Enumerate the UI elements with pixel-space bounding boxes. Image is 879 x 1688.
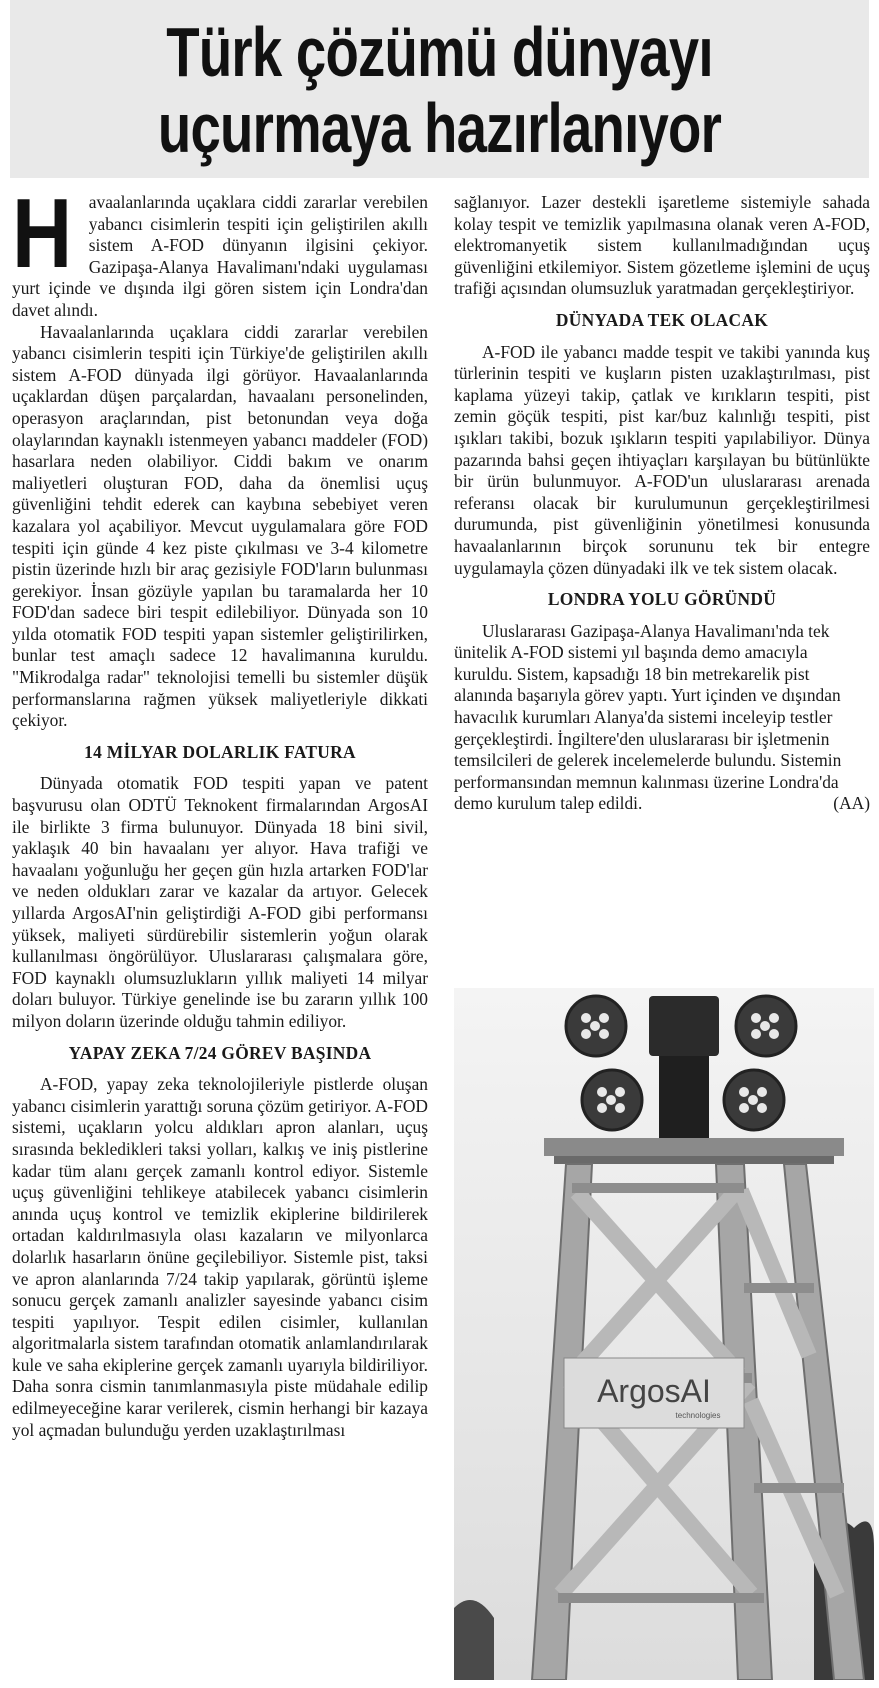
subhead-fatura: 14 MİLYAR DOLARLIK FATURA xyxy=(84,741,356,762)
subhead-londra: LONDRA YOLU GÖRÜNDÜ xyxy=(547,589,777,610)
drop-cap: H xyxy=(12,178,73,288)
article-column-right xyxy=(454,192,870,815)
paragraph-5 xyxy=(454,621,870,815)
paragraph-3: A-FOD, yapay zeka teknolojileriyle pistlerde oluşan yabancı cisimlerin yarattığı soruna çözüm getiriyor. A-FOD sistemi, uçakların yolcu aldıkları apron alanları, uçuş sırasında bekledikleri taksi yolları, kalkış ve iniş pistlerine kadar tüm alanı gerçek zamanlı kontrol ediyor. Sistemle uçuş güvenliğini tehlikeye atabilecek yabancı cisimlerin anında uçuş kontrol ve temizlik ekiplerine bildirilerek ortadan kaldırılmasıyla olası kazaların ve milyonlarca dolarlık hasarların önüne geçilebiliyor. Sistemle pist, taksi ve apron alanlarında 7/24 takip yapılarak, görüntü işleme sonucu gerçek zamanlı analizler sayesinde yabancı cisim tespiti yapılıyor. Tespit edilen cisimler, kullanılan algoritmalarla sistem tarafından otomatik anlamlandırılarak kule ve saha ekiplerine gerçek zamanlı uyarıyla bildiriliyor. Daha sonra cismin tanımlanmasıyla piste müdahale edilip edilmeyeceğine karar verilerek, cismin herhangi bir kazaya yol açmadan bulunduğu yerden uzaklaştırılması xyxy=(12,1074,428,1440)
headline xyxy=(104,0,774,166)
paragraph-3-continued: sağlanıyor. Lazer destekli işaretleme sistemiyle sahada kolay tespit ve temizlik yapılmasına olanak veren A-FOD, elektromanyetik sistem kullanılmadığından uçuş güvenliğini etkilemiyor. Sistem gözetleme işlemini de uçuş trafiği açısından olumsuzluk yaratmadan gerçekleştiriyor. xyxy=(454,192,870,299)
argosai-logo: ArgosAI xyxy=(597,1373,711,1409)
lead-paragraph xyxy=(12,178,428,322)
tower-photo xyxy=(454,988,874,1680)
paragraph-2: Dünyada otomatik FOD tespiti yapan ve patent başvurusu olan ODTÜ Teknokent firmalarından ArgosAI ile birlikte 3 firma bulunuyor. Dünyada 18 bini sivil, yaklaşık 40 bin havaalanı yer alıyor. Hava trafiği ve havaalanı yoğunluğu her geçen gün hızla artarken FOD'lar ve neden oldukları zarar ve kazalar da artıyor. Gelecek yıllarda ArgosAI'nin geliştirdiği A-FOD gibi performansı yüksek, maliyeti sürdürebilir sistemlerin yoğun olarak kullanılması öngörülüyor. Uluslararası çalışmalara göre, FOD kaynaklı olumsuzlukların yıllık maliyeti 14 milyar doları buluyor. Türkiye genelinde ise bu zararın yıllık 100 milyon doların üzerinde olduğu tahmin ediliyor. xyxy=(12,773,428,1031)
paragraph-4: A-FOD ile yabancı madde tespit ve takibi yanında kuş türlerinin tespiti ve kuşların pisten uzaklaştırılması, pist kaplama yüzeyi takip, çatlak ve kırıkların tespiti, pist zemin göçük tespiti, pist kar/buz kalınlığı tespiti, pist ışıkları takibi, bozuk ışıkların tespiti yapılabiliyor. Dünya pazarında bahsi geçen ihtiyaçları karşılayan bu bütünlükte bir ürün bulunmuyor. A-FOD'un uluslararası arenada referansı olacak bir kurulumunun gerçekleştirilmesi durumunda, pist güvenliğinin yönetilmesi konusunda havaalanlarının birçok sorununu tek bir entegre uygulamayla çözen dünyadaki ilk ve tek sistem olacak. xyxy=(454,341,870,578)
tower-illustration xyxy=(454,988,874,1680)
paragraph-5-text: Uluslararası Gazipaşa-Alanya Havalimanı'nda tek ünitelik A-FOD sistemi yıl başında demo amacıyla kuruldu. Sistem, kapsadığı 18 bin metrekarelik pist alanında başarıyla görev yaptı. Yurt içinden ve dışından havacılık kurumları Alanya'da sistemi inceleyip testler gerçekleştirdi. İngiltere'den uluslararası bir işletmenin temsilcileri de gelerek incelemelerde bulundu. Sistemin performansından memnun kalınması üzerine Londra'da demo kurulum talep edildi. xyxy=(454,620,842,814)
credit: (AA) xyxy=(833,793,870,814)
subhead-dunyada-tek: DÜNYADA TEK OLACAK xyxy=(555,309,769,330)
camera-icon xyxy=(649,996,719,1056)
article-column-left xyxy=(12,178,428,1441)
argosai-logo-sub: technologies xyxy=(675,1411,721,1420)
subhead-yapay-zeka: YAPAY ZEKA 7/24 GÖREV BAŞINDA xyxy=(68,1042,372,1063)
headline-line-1: Türk çözümü dünyayı xyxy=(166,13,713,91)
headline-line-2: uçurmaya hazırlanıyor xyxy=(157,89,722,167)
paragraph-1: Havaalanlarında uçaklara ciddi zararlar verebilen yabancı cisimlerin tespiti için Türkiye'de geliştirilen akıllı sistem A-FOD dünyada ilgi görüyor. Havaalanlarında uçaklardan düşen parçalardan, havaalanı personelinden, operasyon araçlarından, pist betonundan veya doğa olaylarından kaynaklı istenmeyen yabancı maddeler (FOD) hasarlara neden olabiliyor. Ciddi bakım ve onarım maliyetleri oluşturan FOD, daha da önemlisi uçuş güvenliğini tehdit ederek can kaybına sebebiyet veren kazalara yol açabiliyor. Mevcut uygulamalara göre FOD tespiti için günde 4 kez piste çıkılması ve 3-4 kilometre pistin üzerinde hızlı bir araç gezisiyle FOD'ların bulunması gerekiyor. İnsan gözüyle yapılan bu taramalarda her 10 FOD'dan sadece biri tespit edilebiliyor. Dünyada son 10 yılda otomatik FOD tespiti yapan sistemler geliştirilirken, bunlar test amaçlı sadece 12 havalimanına kuruldu. "Mikrodalga radar" teknolojisi temelli bu sistemler düşük performanslarına rağmen yüksek maliyetleriyle dikkati çekiyor. xyxy=(12,321,428,731)
headline-box xyxy=(10,0,869,178)
lead-text: avaalanlarında uçaklara ciddi zararlar verebilen yabancı cisimlerin tespiti için geliştirilen akıllı sistem A-FOD dünyanın ilgisini çekiyor. Gazipaşa-Alanya Havalimanı'ndaki uygulaması yurt içinde ve dışında ilgi gören sistem için Londra'dan davet alındı. xyxy=(12,192,428,320)
